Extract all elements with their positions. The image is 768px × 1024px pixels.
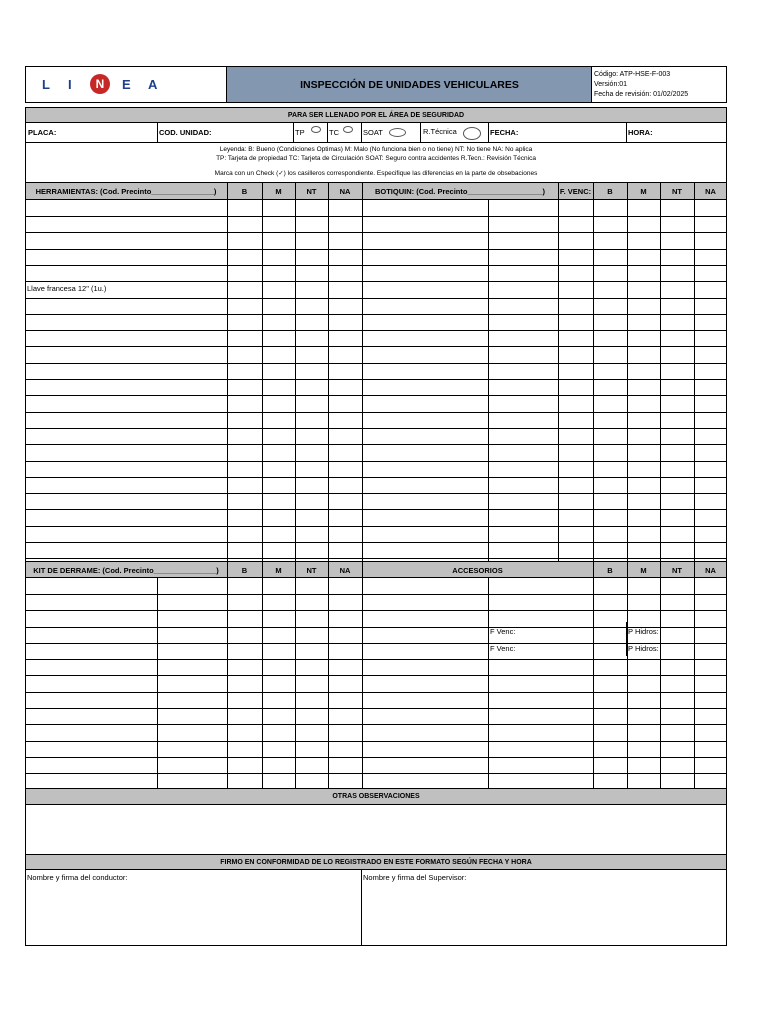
grid-line — [25, 265, 727, 266]
grid-line — [25, 757, 727, 758]
acc-col-b: B — [607, 566, 613, 575]
legend-line-2: TP: Tarjeta de propiedad TC: Tarjeta de Circulación SOAT: Seguro contra accidentes R.Tecn.: Revisión Técnica — [216, 155, 536, 162]
botiquin-venc-header: F. VENC: — [559, 187, 592, 196]
boti-col-na: NA — [705, 187, 716, 196]
tp-checkbox[interactable] — [311, 126, 321, 133]
accesorio-p-hidros-2: P Hidros: — [628, 644, 659, 653]
observations-label: OTRAS OBSERVACIONES — [332, 793, 420, 800]
grid-line — [25, 594, 727, 595]
boti-col-nt: NT — [672, 187, 682, 196]
doc-revision-date: Fecha de revisión: 01/02/2025 — [594, 91, 689, 98]
grid-line — [25, 363, 727, 364]
grid-line — [25, 509, 727, 510]
soat-label: SOAT — [363, 128, 383, 137]
tc-label: TC — [329, 128, 339, 137]
grid-line — [25, 249, 727, 250]
grid-line — [25, 643, 727, 644]
soat-checkbox[interactable] — [389, 128, 406, 137]
accesorios-header: ACCESORIOS — [452, 566, 503, 575]
grid-line — [157, 123, 158, 143]
grid-line — [25, 346, 727, 347]
grid-line — [420, 123, 421, 143]
grid-line — [25, 395, 727, 396]
kit-col-nt: NT — [306, 566, 317, 575]
grid-line — [25, 428, 727, 429]
herr-col-b: B — [241, 187, 248, 196]
grid-line — [25, 724, 727, 725]
accesorio-f-venc-2: F Venc: — [490, 644, 516, 653]
grid-line — [328, 183, 329, 562]
observations-field[interactable] — [25, 805, 727, 855]
grid-line — [25, 659, 727, 660]
legend-line-1: Leyenda: B: Bueno (Condiciones Optimas) M: Malo (No funciona bien o no tiene) NT: No tiene NA: No aplica — [219, 146, 533, 153]
grid-line — [488, 123, 489, 143]
grid-line — [25, 232, 727, 233]
grid-line — [25, 298, 727, 299]
grid-line — [25, 477, 727, 478]
acc-col-m: M — [640, 566, 647, 575]
acc-col-na: NA — [705, 566, 716, 575]
grid-line — [25, 610, 727, 611]
logo-letter: N — [90, 74, 110, 94]
grid-line — [25, 461, 727, 462]
grid-line — [361, 123, 362, 143]
grid-line — [25, 708, 727, 709]
grid-line — [25, 379, 727, 380]
grid-line — [25, 542, 727, 543]
grid-line — [25, 216, 727, 217]
header-title-cell — [227, 66, 592, 103]
supervisor-signature-label: Nombre y firma del Supervisor: — [363, 873, 467, 882]
inspection-form — [25, 66, 727, 946]
logo-letter: E — [122, 77, 131, 92]
grid-line — [25, 692, 727, 693]
grid-line — [25, 281, 727, 282]
grid-line — [295, 183, 296, 562]
grid-line — [25, 314, 727, 315]
logo-letter: L — [42, 77, 50, 92]
security-section-label: PARA SER LLENADO POR EL ÁREA DE SEGURIDAD — [287, 112, 465, 119]
grid-line — [25, 558, 727, 559]
herramientas-header: HERRAMIENTAS: (Cod. Precinto_______________) — [35, 187, 217, 196]
rtecnica-label: R.Técnica — [423, 127, 457, 136]
grid-line — [25, 675, 727, 676]
grid-line — [25, 526, 727, 527]
tc-checkbox[interactable] — [343, 126, 353, 133]
conformity-header — [25, 855, 727, 870]
kit-col-na: NA — [339, 566, 351, 575]
boti-col-b: B — [607, 187, 613, 196]
doc-code: Código: ATP-HSE-F-003 — [594, 71, 671, 78]
observations-header — [25, 789, 727, 805]
logo-letter: A — [148, 77, 158, 92]
linea-logo — [42, 77, 182, 95]
grid-line — [293, 123, 294, 143]
accesorio-f-venc-1: F Venc: — [490, 627, 516, 636]
driver-signature-label: Nombre y firma del conductor: — [27, 873, 128, 882]
kit-col-m: M — [275, 566, 282, 575]
grid-line — [362, 183, 363, 562]
grid-line — [227, 183, 228, 562]
kit-derrame-header: KIT DE DERRAME: (Cod. Precinto_______________) — [33, 566, 219, 575]
hora-label: HORA: — [628, 128, 653, 137]
kit-col-b: B — [241, 566, 248, 575]
conformity-label: FIRMO EN CONFORMIDAD DE LO REGISTRADO EN ESTE FORMATO SEGÚN FECHA Y HORA — [220, 859, 532, 866]
cod-unidad-label: COD. UNIDAD: — [159, 128, 212, 137]
header-meta-cell — [592, 66, 727, 103]
acc-col-nt: NT — [672, 566, 682, 575]
grid-line — [660, 183, 661, 562]
rtecnica-checkbox[interactable] — [463, 127, 481, 140]
grid-line — [25, 330, 727, 331]
grid-line — [25, 444, 727, 445]
grid-line — [327, 123, 328, 143]
fecha-label: FECHA: — [490, 128, 519, 137]
botiquin-header: BOTIQUIN: (Cod. Precinto__________________) — [374, 187, 546, 196]
grid-line — [25, 773, 727, 774]
grid-line — [25, 412, 727, 413]
grid-line — [488, 200, 489, 562]
supervisor-signature-field[interactable] — [362, 871, 726, 945]
header-logo-cell — [25, 66, 227, 103]
grid-line — [25, 627, 727, 628]
grid-line — [694, 183, 695, 562]
tp-label: TP — [295, 128, 305, 137]
herr-col-nt: NT — [306, 187, 317, 196]
herr-col-m: M — [275, 187, 282, 196]
herr-col-na: NA — [339, 187, 351, 196]
grid-line — [25, 741, 727, 742]
grid-line — [593, 183, 594, 562]
grid-line — [627, 183, 628, 562]
driver-signature-field[interactable] — [26, 871, 360, 945]
herramientas-item: Llave francesa 12" (1u.) — [27, 284, 107, 293]
logo-letter: I — [68, 77, 72, 92]
boti-col-m: M — [640, 187, 647, 196]
placa-label: PLACA: — [28, 128, 57, 137]
grid-line — [262, 183, 263, 562]
grid-line — [558, 183, 559, 562]
tools-kit-table — [25, 200, 727, 562]
page-title: INSPECCIÓN DE UNIDADES VEHICULARES — [300, 79, 519, 91]
security-section-header — [25, 107, 727, 123]
grid-line — [25, 493, 727, 494]
grid-line — [626, 123, 627, 143]
accesorio-p-hidros-1: P Hidros: — [628, 627, 659, 636]
doc-version: Versión:01 — [594, 81, 628, 88]
legend-line-3: Marca con un Check (✓) los casilleros correspondiente. Especifique las diferencias en la parte de obsebaciones — [214, 170, 538, 177]
